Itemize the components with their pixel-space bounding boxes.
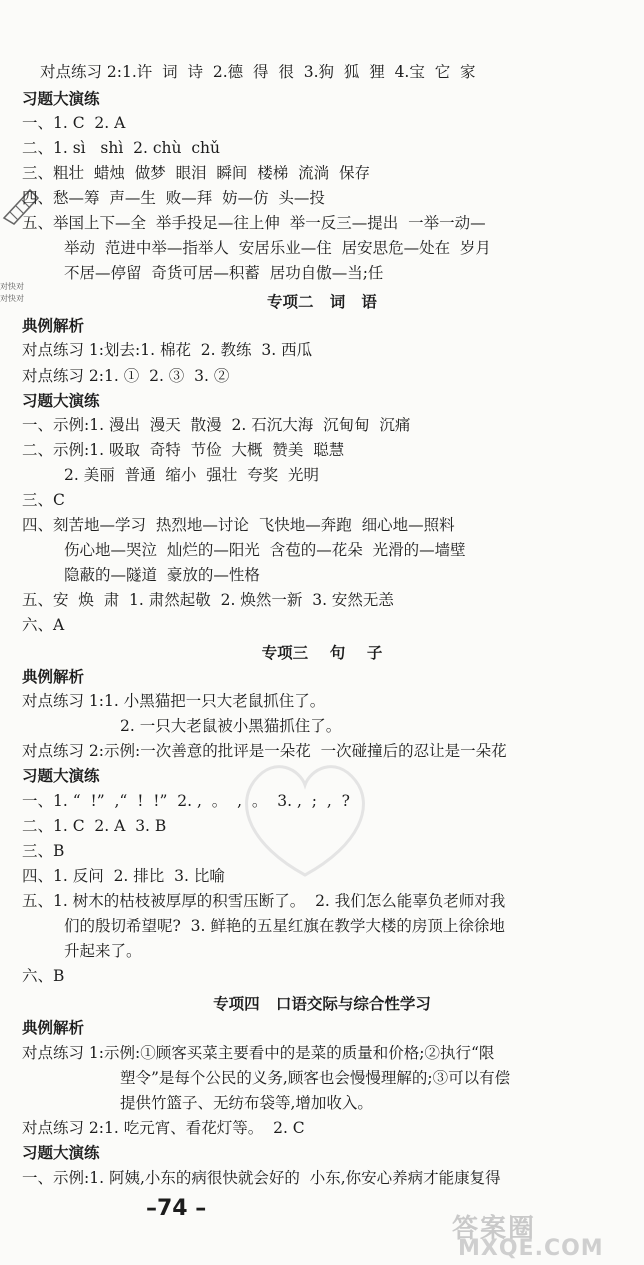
section-title: 专项四 口语交际与综合性学习: [213, 995, 431, 1013]
answer-line: 提供竹篮子、无纺布袋等,增加收入。: [120, 1094, 373, 1112]
answer-line: 一、示例:1. 阿姨,小东的病很快就会好的 小东,你安心养病才能康复得: [22, 1169, 501, 1187]
section-heading: 典例解析: [22, 317, 85, 335]
answer-line: 对点练习 2:1. ① 2. ③ 3. ②: [22, 367, 230, 385]
answer-line: 二、示例:1. 吸取 奇特 节俭 大概 赞美 聪慧: [22, 441, 345, 459]
answer-line: 不居—停留 奇货可居—积蓄 居功自傲—当;任: [64, 264, 384, 282]
section-heading: 习题大演练: [22, 392, 100, 410]
answer-line: 对点练习 2:示例:一次善意的批评是一朵花 一次碰撞后的忍让是一朵花: [22, 742, 507, 760]
answer-line: 2. 美丽 普通 缩小 强壮 夸奖 光明: [64, 466, 319, 484]
answer-line: 六、B: [22, 967, 65, 985]
answer-line: 一、示例:1. 漫出 漫天 散漫 2. 石沉大海 沉甸甸 沉痛: [22, 416, 411, 434]
section-heading: 习题大演练: [22, 1144, 100, 1162]
margin-note: 对快对: [0, 282, 24, 291]
answer-line: 对点练习 1:1. 小黑猫把一只大老鼠抓住了。: [22, 692, 326, 710]
answer-line: 四、愁—筹 声—生 败—拜 妨—仿 头—投: [22, 189, 325, 207]
answer-line: 对点练习 1:示例:①顾客买菜主要看中的是菜的质量和价格;②执行“限: [22, 1044, 495, 1062]
answer-line: 升起来了。: [64, 942, 142, 960]
answer-line: 四、1. 反问 2. 排比 3. 比喻: [22, 867, 225, 885]
answer-line: 一、1. C 2. A: [22, 114, 126, 132]
answer-line: 五、举国上下—全 举手投足—往上伸 举一反三—提出 一举一动—: [22, 214, 486, 232]
section-title: 专项三 句 子: [261, 644, 383, 662]
answer-line: 三、C: [22, 491, 65, 509]
answer-line: 三、粗壮 蜡烛 做梦 眼泪 瞬间 楼梯 流淌 保存: [22, 164, 370, 182]
section-title: 专项二 词 语: [267, 293, 377, 311]
answer-line: 五、安 焕 肃 1. 肃然起敬 2. 焕然一新 3. 安然无恙: [22, 591, 394, 609]
section-heading: 典例解析: [22, 668, 85, 686]
answer-line: 二、1. sì shì 2. chù chǔ: [22, 139, 221, 157]
answer-line: 们的殷切希望呢? 3. 鲜艳的五星红旗在教学大楼的房顶上徐徐地: [64, 917, 505, 935]
answer-line: 2. 一只大老鼠被小黑猫抓住了。: [120, 717, 342, 735]
answer-line: 伤心地—哭泣 灿烂的—阳光 含苞的—花朵 光滑的—墙壁: [64, 541, 466, 559]
section-heading: 习题大演练: [22, 90, 100, 108]
answer-line: 一、1. “ !” ,“ ! !” 2. , 。 , 。 3. , ; , ?: [22, 792, 350, 810]
answer-line: 对点练习 2:1. 吃元宵、看花灯等。 2. C: [22, 1119, 305, 1137]
section-heading: 习题大演练: [22, 767, 100, 785]
section-heading: 典例解析: [22, 1019, 85, 1037]
answer-line: 五、1. 树木的枯枝被厚厚的积雪压断了。 2. 我们怎么能辜负老师对我: [22, 892, 506, 910]
watermark-stamp-icon: [230, 745, 380, 885]
watermark-logo: 答案圈: [452, 1214, 537, 1244]
answer-line: 三、B: [22, 842, 65, 860]
answer-line: 举动 范进中举—指举人 安居乐业—住 居安思危—处在 岁月: [64, 239, 491, 257]
watermark-url: MXQE.COM: [458, 1236, 604, 1261]
answer-line: 对点练习 1:划去:1. 棉花 2. 教练 3. 西瓜: [22, 341, 313, 359]
answer-line: 塑令”是每个公民的义务,顾客也会慢慢理解的;③可以有偿: [120, 1069, 511, 1087]
answer-line: 对点练习 2:1.许 词 诗 2.德 得 很 3.狗 狐 狸 4.宝 它 家: [40, 63, 476, 81]
answer-line: 六、A: [22, 616, 65, 634]
answer-line: 二、1. C 2. A 3. B: [22, 817, 167, 835]
answer-line: 四、刻苦地—学习 热烈地—讨论 飞快地—奔跑 细心地—照料: [22, 516, 455, 534]
answer-line: 隐蔽的—隧道 豪放的—性格: [64, 566, 260, 584]
margin-note: 对快对: [0, 294, 24, 303]
page-number: –74 –: [146, 1196, 207, 1221]
